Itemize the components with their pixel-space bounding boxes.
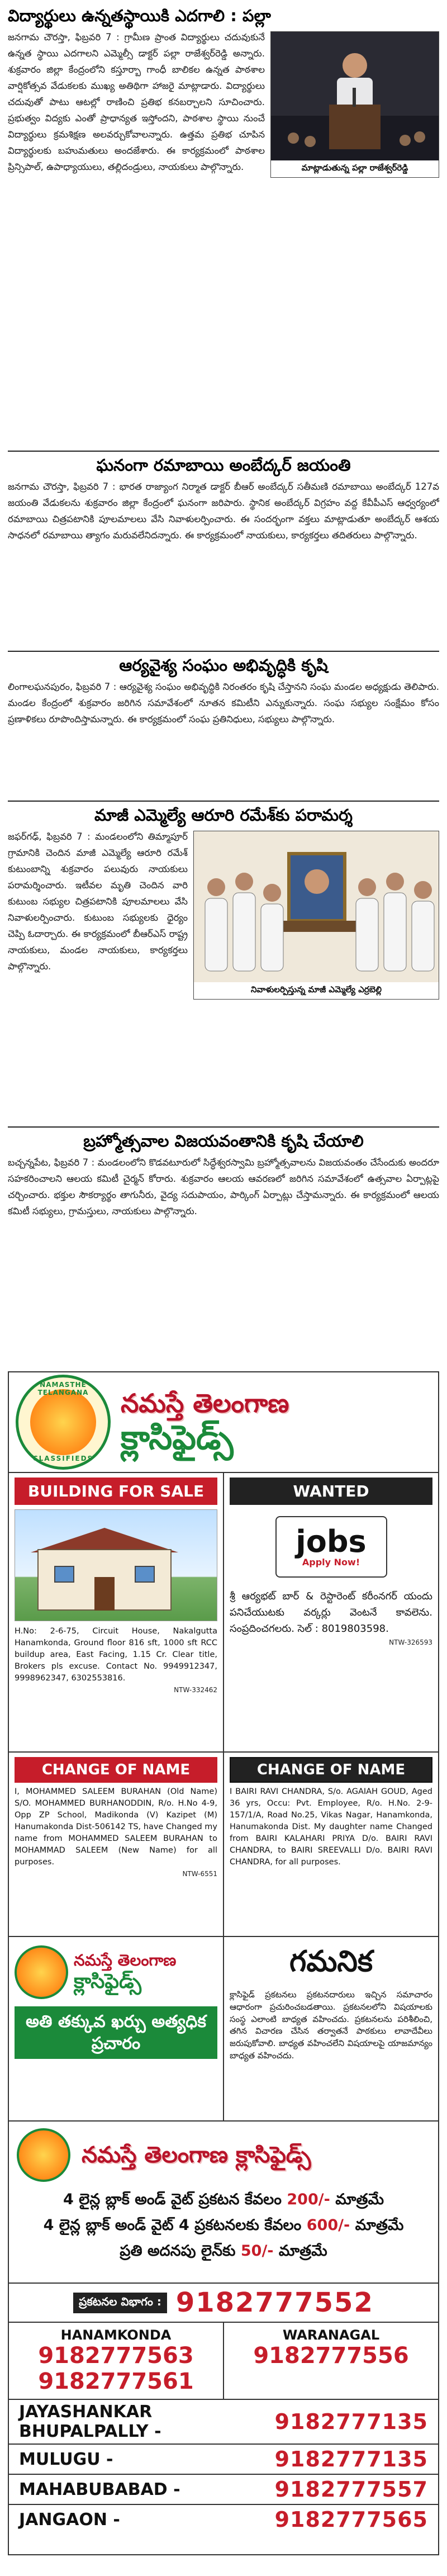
rate-text: ప్రతి అదనపు లైన్‌కు bbox=[120, 2242, 236, 2260]
footer-banner bbox=[9, 2122, 438, 2189]
district-phone: 9182777557 bbox=[274, 2477, 428, 2502]
story-text: జఫర్‌గఢ్, ఫిబ్రవరి 7 : మండలంలోని తిమ్మాపూర్ గ్రామానికి చెందిన మాజీ ఎమ్మెల్యే ఆరూరి రమేశ్ కుటుంబాన్ని శుక్రవారం పలువురు నాయకులు పరామర్శించారు. ఇటీవల మృతి చెందిన వారి కుటుంబ సభ్యుల చిత్రపటానికి పూలమాలలు వేసి నివాళులర్పించారు. కుటుంబ సభ్యులకు ధైర్యం చెప్పి ఓదార్చారు. ఈ కార్యక్రమంలో బీఆర్‌ఎస్ రాష్ట్ర నాయకులు, మండల నాయకులు, కార్యకర్తలు పాల్గొన్నారు. bbox=[8, 831, 188, 972]
banner-subtitle: క్లాసిఫైడ్స్ bbox=[121, 1418, 234, 1457]
branch-name: WARANAGAL bbox=[282, 2327, 380, 2343]
branch-phone: 9182777563 bbox=[38, 2343, 194, 2369]
ads-row-3 bbox=[9, 1937, 438, 2122]
seal-bottom-text: CLASSIFIEDS bbox=[32, 1455, 94, 1462]
jobs-logo bbox=[275, 1516, 387, 1578]
branch-hanamkonda bbox=[9, 2323, 223, 2399]
goddess-icon bbox=[30, 1389, 96, 1455]
building-sale-ad bbox=[9, 1473, 223, 1751]
seal-top-text: NAMASTHE TELANGANA bbox=[37, 1381, 89, 1396]
banner-title: నమస్తే తెలంగాణ bbox=[121, 1388, 289, 1419]
change-of-name-ad-1 bbox=[9, 1753, 223, 1936]
district-row bbox=[9, 2474, 438, 2504]
story-headline: ఆర్యవైశ్య సంఘం అభివృద్ధికి కృషి bbox=[119, 656, 328, 675]
news-photo bbox=[271, 32, 439, 160]
district-row bbox=[9, 2444, 438, 2474]
rate-suffix: మాత్రమే bbox=[355, 2217, 404, 2234]
contact-label: ప్రకటనల విభాగం : bbox=[73, 2293, 167, 2313]
ad-text: H.No: 2-6-75, Circuit House, Nakalgutta Hanamkonda, Ground floor 816 sft, 1000 sft RCC buildup area, East Facing, 1.15 Cr. Clear title, Brokers pls excuse. Contact No. 9949912347, 9998962347, 6302553816. bbox=[15, 1627, 217, 1683]
tribute-gathering-illustration bbox=[194, 831, 439, 982]
branch-phone: 9182777561 bbox=[38, 2369, 194, 2394]
district-name: JANGAON - bbox=[19, 2509, 120, 2530]
district-phone: 9182777135 bbox=[274, 2447, 428, 2471]
house-window bbox=[54, 1566, 74, 1583]
classifieds-seal bbox=[16, 1375, 111, 1470]
ad-tag: WANTED bbox=[230, 1478, 432, 1505]
rate-line-2 bbox=[9, 2214, 438, 2240]
ad-code: NTW-6551 bbox=[182, 1870, 217, 1878]
rates-block bbox=[9, 2122, 438, 2284]
promo-ad bbox=[9, 1937, 223, 2120]
jobs-apply-text: Apply Now! bbox=[302, 1556, 360, 1568]
ads-row-1 bbox=[9, 1473, 438, 1753]
branch-grid bbox=[9, 2322, 438, 2399]
story-text: బచ్చన్నపేట, ఫిబ్రవరి 7 : మండలంలోని కొడవటూరులో సిద్ధేశ్వరస్వామి బ్రహ్మోత్సవాలను విజయవంతం చేసేందుకు అందరూ సహకరించాలని ఆలయ కమిటీ చైర్మన్ కోరారు. శుక్రవారం ఆలయ ఆవరణలో జరిగిన సమావేశంలో ఉత్సవాల ఏర్పాట్లపై చర్చించారు. భక్తుల సౌకర్యార్థం తాగునీరు, వైద్య సదుపాయం, పార్కింగ్ ఏర్పాట్లు చేస్తామన్నారు. ఈ కార్యక్రమంలో ఆలయ కమిటీ సభ్యులు, గ్రామస్తులు, నాయకులు పాల్గొన్నారు. bbox=[8, 1157, 439, 1217]
story-brahmotsavam bbox=[8, 1128, 439, 1362]
footer-title: నమస్తే తెలంగాణ క్లాసిఫైడ్స్ bbox=[82, 2142, 311, 2168]
story-aruri bbox=[8, 802, 439, 1123]
promo-strip: అతి తక్కువ ఖర్చు అత్యధిక ప్రచారం bbox=[15, 2006, 217, 2059]
rate-price: 600/- bbox=[306, 2217, 350, 2234]
photo-caption: మాట్లాడుతున్న పల్లా రాజేశ్వర్‌రెడ్డి bbox=[271, 160, 439, 177]
classifieds-section bbox=[8, 1371, 439, 2555]
story-body bbox=[8, 479, 439, 543]
ad-text: I BAIRI RAVI CHANDRA, S/o. AGAIAH GOUD, Aged 36 yrs, Occu: Pvt. Employee, R/o. H.No. 2-9-157/1/A, Road No.25, Vikas Nagar, Hanamkonda, Hanumakonda Dist. My daughter name Changed from BAIRI KALAHARI PRIYA D/o. BAIRI RAVI CHANDRA, to BAIRI SREEVALLI D/o. BAIRI RAVI CHANDRA, for all purposes. bbox=[230, 1787, 432, 1867]
story-headline: ఘనంగా రమాబాయి అంబేద్కర్ జయంతి bbox=[96, 456, 351, 475]
story-photo-frame bbox=[193, 831, 439, 1000]
mini-subtitle-text: క్లాసిఫైడ్స్ bbox=[74, 1970, 141, 1993]
rate-line-1 bbox=[9, 2189, 438, 2214]
contact-bar bbox=[9, 2284, 438, 2322]
jobs-logo-wrap bbox=[230, 1510, 432, 1583]
ad-tag: BUILDING FOR SALE bbox=[15, 1478, 217, 1505]
ad-tag: CHANGE OF NAME bbox=[230, 1757, 432, 1783]
mini-title bbox=[68, 1951, 176, 1994]
ad-code: NTW-332462 bbox=[174, 1686, 217, 1694]
ad-text: I, MOHAMMED SALEEM BURAHAN (Old Name) S/O. MOHAMMED BURHANODDIN, R/o. H.No 4-9, Opp ZP School, Madikonda (V) Kazipet (M) Hanumakonda Dist-506142 TS, have Changed my name from MOHAMMED SALEEM BURAHAN to MOHAMMAD SALEEM (New Name) for all purposes. bbox=[15, 1787, 217, 1867]
house-window bbox=[135, 1566, 155, 1583]
story-photo-frame bbox=[270, 31, 439, 178]
notice-ad bbox=[223, 1937, 438, 2120]
district-name: JAYASHANKAR BHUPALPALLY - bbox=[19, 2402, 161, 2441]
story-text: జనగామ చౌరస్తా, ఫిబ్రవరి 7 : గ్రామీణ ప్రాంత విద్యార్థులు చదువుకునే ఉన్నత స్థాయి ఎదగాలని ఎమ్మెల్సీ డాక్టర్ పల్లా రాజేశ్వర్‌రెడ్డి అన్నారు. శుక్రవారం జిల్లా కేంద్రంలోని కస్తూర్బా గాంధీ బాలికల ఉన్నత పాఠశాల వార్షికోత్సవ వేడుకలకు ముఖ్య అతిథిగా హాజరై మాట్లాడారు. విద్యార్థులు చదువుతో పాటు ఆటల్లో రాణించి ప్రతిభ కనబర్చాలని సూచించారు. ప్రభుత్వం విద్యకు ఎంతో ప్రాధాన్యత ఇస్తోందని, పాఠశాల స్థాయి నుంచే విద్యార్థులు క్రమశిక్షణ అలవర్చుకోవాలన్నారు. ఉత్తమ ప్రతిభ చూపిన విద్యార్థులకు బహుమతులు అందజేశారు. ఈ కార్యక్రమంలో పాఠశాల ప్రిన్సిపాల్, ఉపాధ్యాయులు, తల్లిదండ్రులు, నాయకులు పాల్గొన్నారు. bbox=[8, 32, 265, 173]
speaker-at-podium-illustration bbox=[271, 32, 439, 160]
house-photo bbox=[15, 1509, 217, 1621]
story-headline: విద్యార్థులు ఉన్నతస్థాయికి ఎదగాలి : పల్లా bbox=[8, 6, 271, 25]
rate-line-3 bbox=[9, 2240, 438, 2266]
classifieds-banner bbox=[9, 1372, 438, 1473]
story-palla bbox=[8, 0, 439, 447]
story-headline: మాజీ ఎమ్మెల్యే ఆరూరి రమేశ్‌కు పరామర్శ bbox=[94, 806, 353, 825]
notice-text: క్లాసిఫైడ్ ప్రకటనలు ప్రకటనదారులు ఇచ్చిన సమాచారం ఆధారంగా ప్రచురించబడతాయి. ప్రకటనలలోని విషయాలకు సంస్థ ఎలాంటి బాధ్యత వహించదు. ప్రకటనలను పరిశీలించి, తగిన విచారణ చేసిన తర్వాతనే పాఠకులు లావాదేవీలు జరుపుకోవాలి. బాధ్యత వహించలేని విషయాలపై యాజమాన్యం బాధ్యత వహించదు. bbox=[230, 1990, 432, 2061]
branch-name: HANAMKONDA bbox=[60, 2327, 172, 2343]
rate-suffix: మాత్రమే bbox=[335, 2191, 384, 2208]
district-name: MAHABUBABAD - bbox=[19, 2479, 180, 2499]
story-text: లింగాలఘనపురం, ఫిబ్రవరి 7 : ఆర్యవైశ్య సంఘం అభివృద్ధికి నిరంతరం కృషి చేస్తానని సంఘ మండల అధ్యక్షుడు తెలిపారు. మండల కేంద్రంలో శుక్రవారం జరిగిన సమావేశంలో నూతన కమిటీని ఎన్నుకున్నారు. సంఘ సభ్యుల సంక్షేమం కోసం ప్రణాళికలు రూపొందిస్తామన్నారు. ఈ కార్యక్రమంలో సంఘ ప్రతినిధులు, సభ్యులు పాల్గొన్నారు. bbox=[8, 681, 439, 725]
change-of-name-ad-2 bbox=[223, 1753, 438, 1936]
notice-title: గమనిక bbox=[289, 1945, 373, 1978]
news-photo bbox=[194, 831, 439, 982]
house-door bbox=[94, 1577, 115, 1611]
district-phone: 9182777135 bbox=[274, 2409, 428, 2434]
rate-price: 50/- bbox=[240, 2242, 274, 2260]
branch-waranagal bbox=[223, 2323, 438, 2399]
branch-phone: 9182777556 bbox=[253, 2343, 409, 2369]
rate-text: 4 లైన్ల బ్లాక్ అండ్ వైట్ 4 ప్రకటనలకు కేవలం bbox=[43, 2217, 302, 2234]
story-body bbox=[8, 828, 188, 974]
district-row bbox=[9, 2504, 438, 2534]
rate-text: 4 లైన్ల బ్లాక్ అండ్ వైట్ ప్రకటన కేవలం bbox=[63, 2191, 282, 2208]
rate-price: 200/- bbox=[287, 2191, 330, 2208]
ad-code: NTW-326593 bbox=[389, 1639, 432, 1647]
mini-title-text: నమస్తే తెలంగాణ bbox=[74, 1950, 177, 1969]
rate-suffix: మాత్రమే bbox=[278, 2242, 327, 2260]
photo-caption: నివాళులర్పిస్తున్న మాజీ ఎమ్మెల్యే ఎర్రబెల్లి bbox=[194, 982, 439, 999]
story-body bbox=[8, 29, 265, 175]
story-body bbox=[8, 1154, 439, 1219]
story-headline: బ్రహ్మోత్సవాల విజయవంతానికి కృషి చేయాలి bbox=[83, 1131, 364, 1150]
ad-text: శ్రీ ఆర్యభట్ బార్ & రెస్టారెంట్ కరీంనగర్ యందు పనిచేయుటకు వర్కర్లు వెంటనే కావలెను. సంప్రదించగలరు. సెల్ : 8019803598. bbox=[230, 1590, 432, 1635]
story-text: జనగామ చౌరస్తా, ఫిబ్రవరి 7 : భారత రాజ్యాంగ నిర్మాత డాక్టర్ బీఆర్ అంబేద్కర్ సతీమణి రమాబాయి అంబేద్కర్ 127వ జయంతి వేడుకలను శుక్రవారం జిల్లా కేంద్రంలో ఘనంగా జరిపారు. స్థానిక అంబేద్కర్ విగ్రహం వద్ద కేవీపీఎస్ ఆధ్వర్యంలో రమాబాయి చిత్రపటానికి పూలమాలలు వేసి నివాళులర్పించారు. ఈ సందర్భంగా వక్తలు మాట్లాడుతూ అంబేద్కర్ ఆశయ సాధనలో రమాబాయి త్యాగం మరువలేనిదన్నారు. ఈ కార్యక్రమంలో నాయకులు, కార్యకర్తలు తదితరులు పాల్గొన్నారు. bbox=[8, 481, 439, 541]
story-aryavysya bbox=[8, 652, 439, 797]
story-body bbox=[8, 679, 439, 727]
contact-phone: 9182777552 bbox=[175, 2287, 374, 2318]
story-ramabai bbox=[8, 452, 439, 647]
banner-titles bbox=[111, 1388, 438, 1456]
goddess-icon bbox=[17, 2128, 70, 2182]
district-name: MULUGU - bbox=[19, 2449, 113, 2469]
district-row bbox=[9, 2399, 438, 2444]
district-phone: 9182777565 bbox=[274, 2507, 428, 2532]
goddess-icon bbox=[15, 1945, 68, 1999]
jobs-word: jobs bbox=[296, 1523, 367, 1559]
ads-row-2 bbox=[9, 1753, 438, 1937]
wanted-ad bbox=[223, 1473, 438, 1751]
mini-banner bbox=[15, 1942, 217, 2003]
ad-tag: CHANGE OF NAME bbox=[15, 1757, 217, 1783]
